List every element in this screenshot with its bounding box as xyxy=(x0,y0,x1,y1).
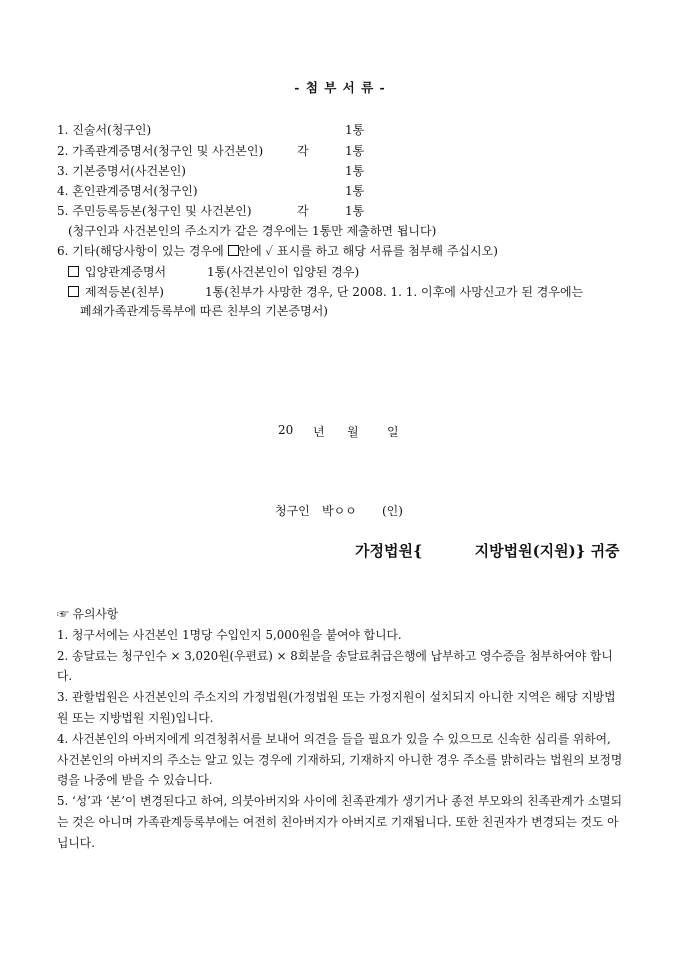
option-detail: 1통(사건본인이 입양된 경우) xyxy=(207,265,360,279)
date-month-label: 월 xyxy=(347,425,359,439)
item-each: 각 xyxy=(297,144,309,158)
removal-register-checkbox[interactable] xyxy=(68,286,79,297)
applicant-seal: (인) xyxy=(382,504,403,518)
district-court: 지방법원(지원)} 귀중 xyxy=(474,542,620,560)
note-1: 1. 청구서에는 사건본인 1명당 수입인지 5,000원을 붙여야 합니다. xyxy=(57,627,402,642)
note-3: 3. 관할법원은 사건본인의 주소지의 가정법원(가정법원 또는 가정지원이 설치되지 아니한 지역은 해당 지방법원 또는 지방법원 지원)입니다. xyxy=(57,690,616,725)
applicant-label: 청구인 xyxy=(275,504,310,518)
note-4: 4. 사건본인의 아버지에게 의견청취서를 보내어 의견을 들을 필요가 있을 수 있으므로 신속한 심리를 위하여, 사건본인의 아버지의 주소는 알고 있는 경우에 기재하되, 기재하지 아니한 경우 주소를 밝히라는 법원의 보정명령을 나중에 받을 수 있습니다. xyxy=(57,731,623,788)
instruction-suffix: 안에 ✓ 표시를 하고 해당 서류를 첨부해 주십시오) xyxy=(238,244,498,258)
attachments-title: - 첨 부 서 류 - xyxy=(294,80,386,95)
option-adoption xyxy=(68,263,166,280)
attachment-item-3 xyxy=(57,162,186,179)
date-year: 20 xyxy=(278,423,294,437)
checkbox-icon xyxy=(228,245,239,256)
attachment-item-5 xyxy=(57,202,252,219)
item-label: 진술서(청구인) xyxy=(72,123,152,137)
instruction-prefix: 6. 기타(해당사항이 있는 경우에 xyxy=(57,244,228,258)
notes-heading: ☞ 유의사항 xyxy=(57,607,119,621)
option-detail-continued: 폐쇄가족관계등록부에 따른 친부의 기본증명서) xyxy=(80,304,328,318)
item-label: 혼인관계증명서(청구인) xyxy=(72,184,198,198)
date-day-label: 일 xyxy=(387,425,399,439)
item-label: 주민등록등본(청구인 및 사건본인) xyxy=(72,204,252,218)
item-number: 2. xyxy=(57,144,69,158)
option-label: 제적등본(친부) xyxy=(85,285,164,299)
item-label: 가족관계증명서(청구인 및 사건본인) xyxy=(72,144,264,158)
item-count: 1통 xyxy=(345,164,365,178)
option-removal-register xyxy=(68,283,164,300)
item-count: 1통 xyxy=(345,204,365,218)
item-number: 4. xyxy=(57,184,69,198)
option-label: 입양관계증명서 xyxy=(85,265,167,279)
attachment-item-4 xyxy=(57,182,198,199)
address-note: (청구인과 사건본인의 주소지가 같은 경우에는 1통만 제출하면 됩니다) xyxy=(68,224,437,238)
item-count: 1통 xyxy=(345,144,365,158)
note-2: 2. 송달료는 청구인수 × 3,020원(우편료) × 8회분을 송달료취급은행에 납부하고 영수증을 첨부하여야 합니다. xyxy=(57,648,613,684)
family-court: 가정법원{ xyxy=(355,542,423,560)
option-detail: 1통(친부가 사망한 경우, 단 2008. 1. 1. 이후에 사망신고가 된 경우에는 xyxy=(205,285,584,299)
item-count: 1통 xyxy=(345,123,365,137)
date-year-label: 년 xyxy=(313,425,325,439)
court-addressee xyxy=(355,540,620,561)
item-label: 기본증명서(사건본인) xyxy=(72,164,186,178)
item-number: 1. xyxy=(57,123,69,137)
item-number: 5. xyxy=(57,204,69,218)
item-number: 3. xyxy=(57,164,69,178)
item-each: 각 xyxy=(297,204,309,218)
attachment-item-2 xyxy=(57,142,263,159)
adoption-checkbox[interactable] xyxy=(68,266,79,277)
other-documents-instruction xyxy=(57,242,498,259)
attachment-item-1 xyxy=(57,121,151,138)
note-5: 5. ‘성’과 ‘본’이 변경된다고 하여, 의붓아버지와 사이에 친족관계가 생기거나 종전 부모와의 친족관계가 소멸되는 것은 아니며 가족관계등록부에는 여전히 친아버지가 아버지로 기재됩니다. 또한 친권자가 변경되는 것도 아닙니다. xyxy=(57,794,623,850)
applicant-name: 박ㅇㅇ xyxy=(322,504,357,518)
notes-section xyxy=(57,604,623,854)
item-count: 1통 xyxy=(345,184,365,198)
